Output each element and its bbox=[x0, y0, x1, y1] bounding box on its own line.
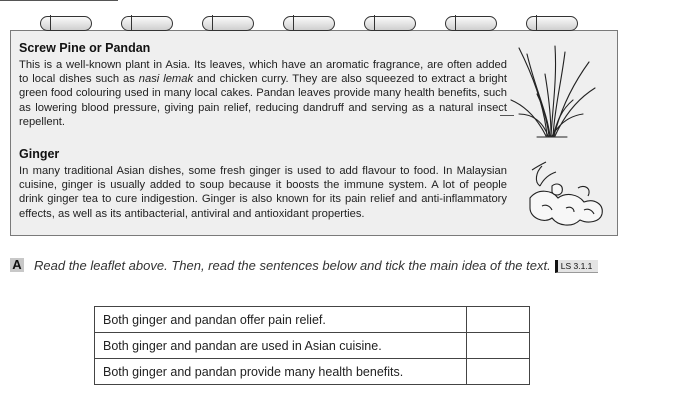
option-text: Both ginger and pandan provide many health benefits. bbox=[95, 359, 467, 385]
option-text: Both ginger and pandan are used in Asian cuisine. bbox=[95, 333, 467, 359]
table-row bbox=[95, 333, 530, 359]
task-label-badge: A bbox=[10, 258, 24, 272]
option-text: Both ginger and pandan offer pain relief. bbox=[95, 307, 467, 333]
task-instruction: Read the leaflet above. Then, read the sentences below and tick the main idea of the text. LS 3.1.1 bbox=[34, 258, 634, 274]
binder-ring-icon bbox=[364, 16, 416, 31]
binder-ring-icon bbox=[121, 16, 173, 31]
section-title-pandan: Screw Pine or Pandan bbox=[19, 41, 151, 55]
tick-box[interactable] bbox=[467, 307, 530, 333]
tick-box[interactable] bbox=[467, 333, 530, 359]
ginger-root-icon bbox=[522, 158, 608, 230]
table-row bbox=[95, 307, 530, 333]
leader-line bbox=[500, 115, 514, 116]
section-text-ginger: In many traditional Asian dishes, some fresh ginger is used to add flavour to food. In Malaysian cuisine, ginger is usually added to soup because it boosts the immune system. A lot of people drink ginger tea to cure indigestion. Ginger is also known for its pain relief and anti-inflammatory effects, as well as its antibacterial, antiviral and antioxidant properties. bbox=[19, 165, 507, 220]
binder-ring-icon bbox=[40, 16, 92, 31]
learning-standard-tag: LS 3.1.1 bbox=[555, 260, 599, 273]
binder-ring-icon bbox=[445, 16, 497, 31]
section-title-ginger: Ginger bbox=[19, 147, 60, 161]
table-row bbox=[95, 359, 530, 385]
binder-ring-icon bbox=[283, 16, 335, 31]
top-rule bbox=[0, 0, 118, 1]
binder-ring-icon bbox=[526, 16, 578, 31]
pandan-plant-icon bbox=[507, 44, 597, 140]
tick-box[interactable] bbox=[467, 359, 530, 385]
binder-ring-icon bbox=[202, 16, 254, 31]
section-text-pandan: This is a well-known plant in Asia. Its leaves, which have an aromatic fragrance, are often added to local dishes such as nasi lemak and chicken curry. They are also squeezed to extract a bright green food colouring used in many local cakes. Pandan leaves provide many health benefits, such as lowering blood pressure, giving pain relief, reducing dandruff and serving as a natural insect repellent. bbox=[19, 59, 507, 128]
options-table bbox=[94, 306, 530, 385]
